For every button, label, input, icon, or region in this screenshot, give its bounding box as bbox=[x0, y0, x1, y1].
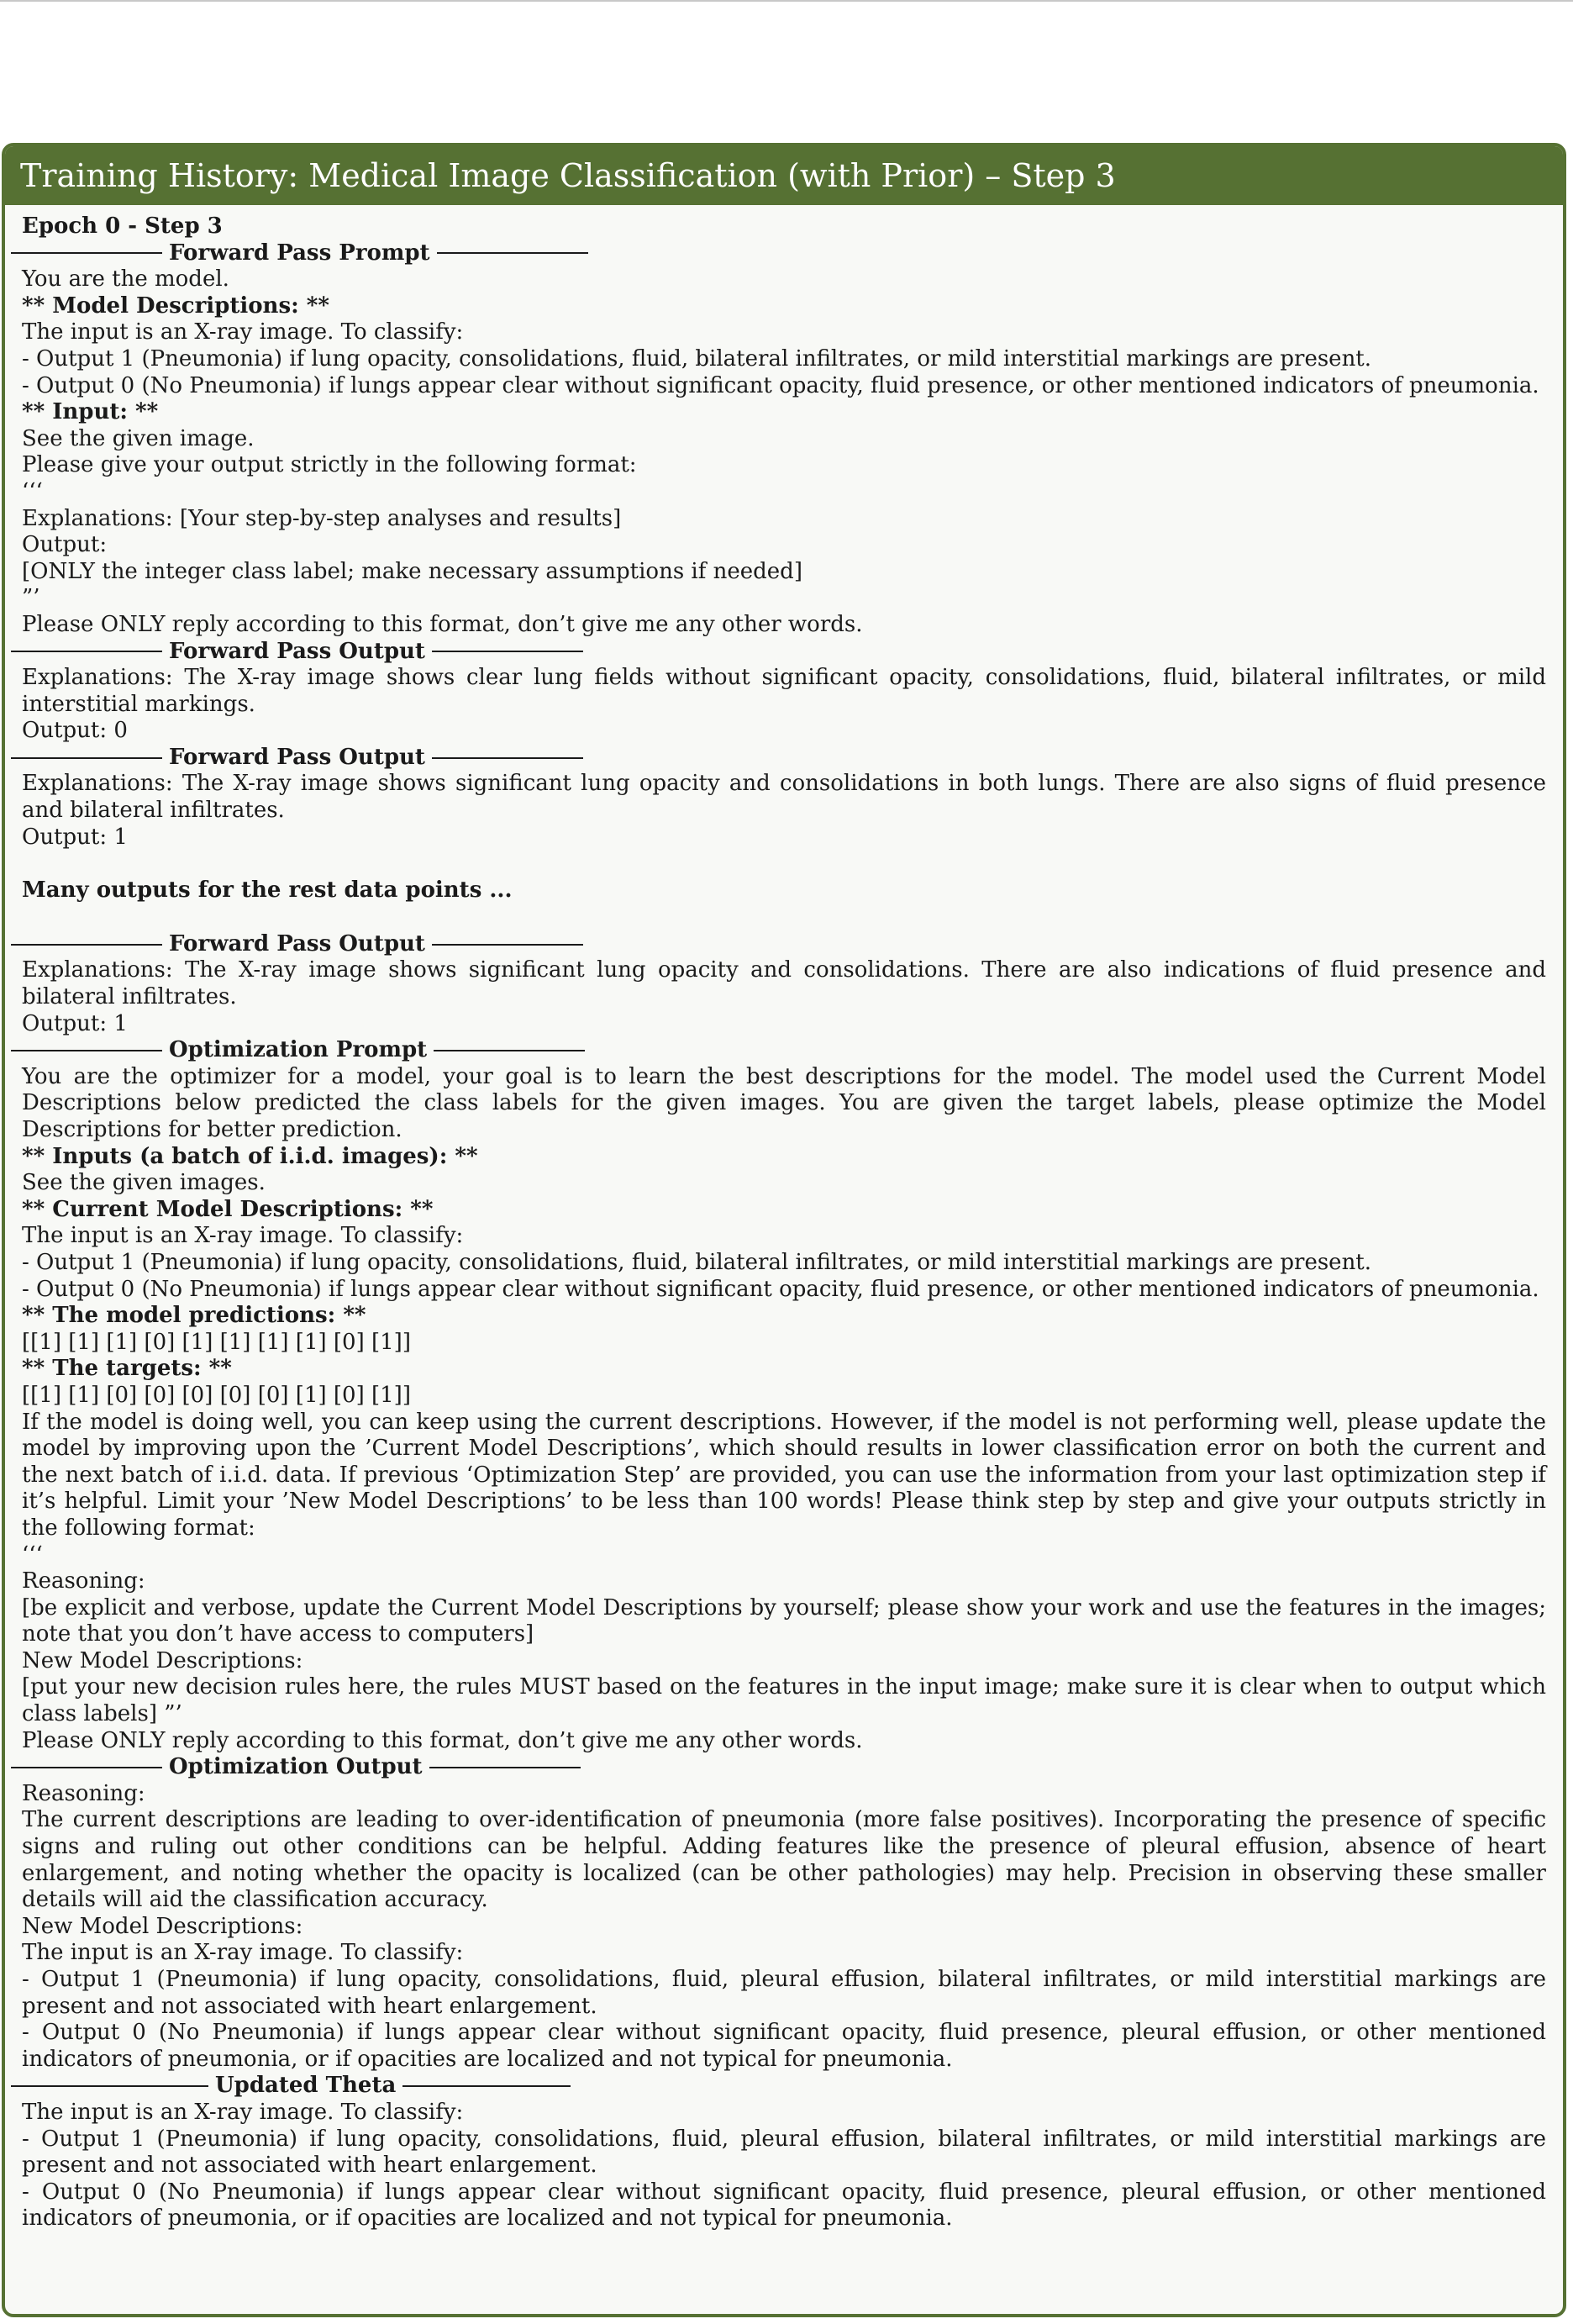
section-rule-forward-pass-output: Forward Pass Output bbox=[11, 745, 624, 772]
rule-line bbox=[11, 651, 162, 652]
optimizer-instructions: If the model is doing well, you can keep using the current descriptions. However, if the model is not performing well, please update the model by improving upon the ’Current Model Descriptions’, which should results in lower classification error on both the current and the next batch of i.i.d. data. If previous ‘Optimization Step’ are provided, you can use the information from your last optimization step if it’s helpful. Limit your ’New Model Descriptions’ to be less than 100 words! Please think step by step and give your outputs strictly in the following format: bbox=[22, 1409, 1546, 1541]
top-divider bbox=[0, 0, 1573, 2]
rule-line bbox=[11, 1767, 162, 1768]
format-line: Reasoning: bbox=[22, 1568, 145, 1594]
format-line: New Model Descriptions: bbox=[22, 1647, 303, 1673]
format-line: Please ONLY reply according to this format, don’t give me any other words. bbox=[22, 1727, 863, 1753]
output-label: Output: 1 bbox=[22, 824, 128, 850]
rule-line bbox=[402, 2085, 571, 2087]
rule-line bbox=[432, 757, 583, 759]
new-description-line: The input is an X-ray image. To classify: bbox=[22, 1940, 464, 1966]
rule-line bbox=[434, 1050, 585, 1051]
new-descriptions-label: New Model Descriptions: bbox=[22, 1913, 303, 1939]
input-heading: ** Input: ** bbox=[22, 399, 159, 425]
rule-line bbox=[432, 944, 583, 946]
prompt-line: Output: bbox=[22, 532, 108, 558]
epoch-heading: Epoch 0 - Step 3 bbox=[22, 213, 223, 239]
predictions-values: [[1] [1] [1] [0] [1] [1] [1] [1] [0] [1]] bbox=[22, 1329, 411, 1355]
targets-values: [[1] [1] [0] [0] [0] [0] [0] [1] [0] [1]] bbox=[22, 1382, 411, 1408]
prompt-line: [ONLY the integer class label; make necessary assumptions if needed] bbox=[22, 558, 802, 584]
model-descriptions-heading: ** Model Descriptions: ** bbox=[22, 292, 329, 319]
format-line: [put your new decision rules here, the rules MUST based on the features in the input image; make sure it is clear when to output which class labels] ”’ bbox=[22, 1674, 1546, 1727]
rule-line bbox=[11, 252, 162, 254]
theta-line: - Output 0 (No Pneumonia) if lungs appear clear without significant opacity, fluid presence, pleural effusion, or other mentioned indicators of pneumonia, or if opacities are localized and not typical for pneumonia. bbox=[22, 2179, 1546, 2232]
section-rule-updated-theta: Updated Theta bbox=[11, 2073, 624, 2100]
inputs-text: See the given images. bbox=[22, 1170, 266, 1196]
training-history-box bbox=[2, 143, 1566, 2317]
rule-line bbox=[432, 651, 583, 652]
output-label: Output: 1 bbox=[22, 1010, 128, 1036]
theta-line: - Output 1 (Pneumonia) if lung opacity, consolidations, fluid, pleural effusion, bilateral infiltrates, or mild interstitial markings are present and not associated with heart enlargement. bbox=[22, 2126, 1546, 2179]
prompt-line: Explanations: [Your step-by-step analyses and results] bbox=[22, 505, 622, 531]
prompt-line: Please give your output strictly in the following format: bbox=[22, 452, 637, 478]
optimizer-intro: You are the optimizer for a model, your goal is to learn the best descriptions for the model. The model used the Current Model Descriptions below predicted the class labels for the given images. You are given the target labels, please optimize the Model Descriptions for better prediction. bbox=[22, 1063, 1546, 1142]
rule-line bbox=[429, 1767, 581, 1768]
rule-line bbox=[437, 252, 588, 254]
rule-line bbox=[11, 2085, 208, 2087]
output-explanation: Explanations: The X-ray image shows significant lung opacity and consolidations in both lungs. There are also signs of fluid presence and bilateral infiltrates. bbox=[22, 771, 1546, 824]
format-line: [be explicit and verbose, update the Current Model Descriptions by yourself; please show your work and use the features in the images; note that you don’t have access to computers] bbox=[22, 1594, 1546, 1647]
box-body bbox=[5, 205, 1563, 2232]
prompt-line: The input is an X-ray image. To classify: bbox=[22, 319, 464, 345]
output-explanation: Explanations: The X-ray image shows significant lung opacity and consolidations. There are also indications of fluid presence and bilateral infiltrates. bbox=[22, 957, 1546, 1010]
new-description-line: - Output 0 (No Pneumonia) if lungs appear clear without significant opacity, fluid presence, pleural effusion, or other mentioned indicators of pneumonia, or if opacities are localized and not typical for pneumonia. bbox=[22, 2020, 1546, 2072]
prompt-line: ”’ bbox=[22, 585, 40, 611]
rule-line bbox=[11, 757, 162, 759]
reasoning-label: Reasoning: bbox=[22, 1780, 145, 1806]
section-rule-forward-pass-output: Forward Pass Output bbox=[11, 931, 624, 958]
reasoning-text: The current descriptions are leading to over-identification of pneumonia (more false positives). Incorporating the presence of specific signs and ruling out other conditions can be helpful. Adding features like the presence of pleural effusion, absence of heart enlargement, and noting whether the opacity is localized (can be other pathologies) may help. Precision in observing these smaller details will aid the classification accuracy. bbox=[22, 1807, 1546, 1913]
prompt-line: - Output 0 (No Pneumonia) if lungs appear clear without significant opacity, fluid presence, or other mentioned indicators of pneumonia. bbox=[22, 372, 1539, 398]
many-outputs-note: Many outputs for the rest data points ... bbox=[22, 877, 513, 904]
section-rule-optimization-prompt: Optimization Prompt bbox=[11, 1037, 624, 1064]
format-line: ‘‘‘ bbox=[22, 1541, 43, 1568]
output-explanation: Explanations: The X-ray image shows clear lung fields without significant opacity, consolidations, fluid, bilateral infiltrates, or mild interstitial markings. bbox=[22, 665, 1546, 717]
section-rule-optimization-output: Optimization Output bbox=[11, 1754, 624, 1781]
prompt-line: See the given image. bbox=[22, 425, 255, 451]
current-description-line: - Output 1 (Pneumonia) if lung opacity, consolidations, fluid, bilateral infiltrates, or mild interstitial markings are present. bbox=[22, 1249, 1372, 1275]
rule-line bbox=[11, 944, 162, 946]
box-title: Training History: Medical Image Classification (with Prior) – Step 3 bbox=[5, 146, 1563, 205]
section-rule-forward-pass-prompt: Forward Pass Prompt bbox=[11, 240, 624, 267]
rule-line bbox=[11, 1050, 162, 1051]
prompt-line: Please ONLY reply according to this format, don’t give me any other words. bbox=[22, 611, 863, 637]
targets-heading: ** The targets: ** bbox=[22, 1356, 232, 1382]
predictions-heading: ** The model predictions: ** bbox=[22, 1303, 366, 1329]
output-label: Output: 0 bbox=[22, 718, 128, 744]
current-descriptions-heading: ** Current Model Descriptions: ** bbox=[22, 1196, 434, 1222]
current-description-line: The input is an X-ray image. To classify: bbox=[22, 1223, 464, 1249]
prompt-line: ‘‘‘ bbox=[22, 478, 43, 504]
section-rule-forward-pass-output: Forward Pass Output bbox=[11, 639, 624, 666]
current-description-line: - Output 0 (No Pneumonia) if lungs appear clear without significant opacity, fluid presence, or other mentioned indicators of pneumonia. bbox=[22, 1276, 1539, 1302]
prompt-line: - Output 1 (Pneumonia) if lung opacity, consolidations, fluid, bilateral infiltrates, or mild interstitial markings are present. bbox=[22, 345, 1372, 372]
inputs-heading: ** Inputs (a batch of i.i.d. images): ** bbox=[22, 1143, 478, 1169]
new-description-line: - Output 1 (Pneumonia) if lung opacity, consolidations, fluid, pleural effusion, bilateral infiltrates, or mild interstitial markings are present and not associated with heart enlargement. bbox=[22, 1967, 1546, 2019]
theta-line: The input is an X-ray image. To classify: bbox=[22, 2099, 464, 2125]
prompt-line: You are the model. bbox=[22, 266, 229, 292]
